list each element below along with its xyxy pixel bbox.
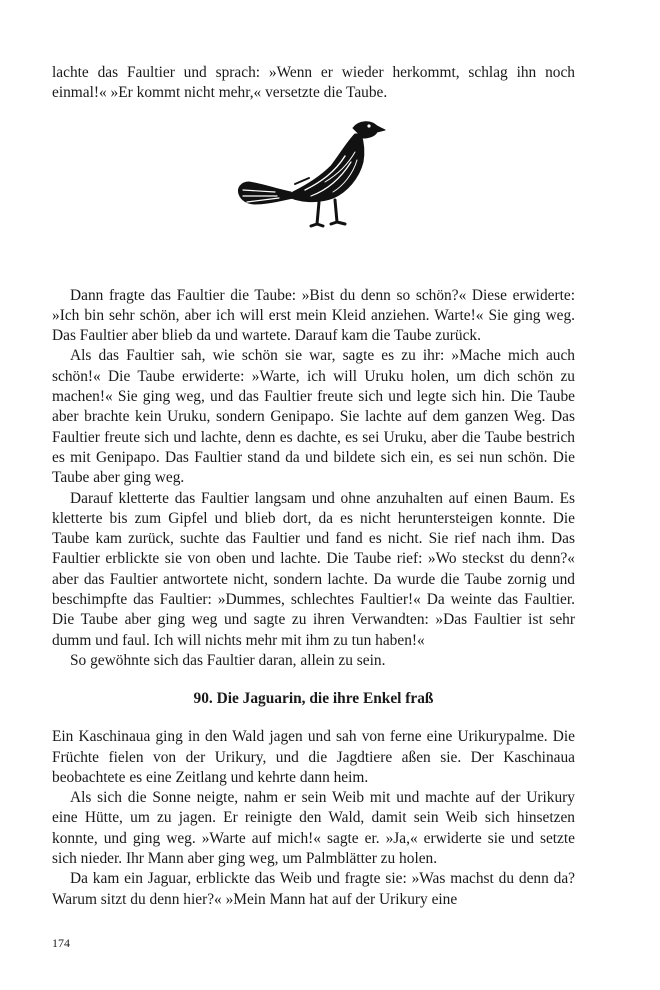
page-number: 174 — [52, 936, 70, 950]
section-paragraph: Als sich die Sonne neigte, nahm er sein Weib mit und machte auf der Urikury eine Hütte, um zu jagen. Er reinigte den Wald, damit sein Weib sich hinsetzen konnte, und ging weg. »Warte auf mich!« sagte er. »Ja,« erwiderte sie und setzte sich nieder. Ihr Mann aber ging weg, um Palmblätter zu holen. — [52, 789, 575, 868]
page-body — [52, 63, 575, 910]
section-paragraph: Ein Kaschinaua ging in den Wald jagen und sah von ferne eine Urikurypalme. Die Früchte fielen von der Urikury, und die Jagdtiere aßen sie. Der Kaschinaua beobachtete es eine Zeitlang und kehrte dann heim. — [52, 728, 575, 786]
pigeon-drawing-icon — [235, 112, 395, 232]
story-paragraph: Dann fragte das Faultier die Taube: »Bist du denn so schön?« Diese erwiderte: »Ich bin sehr schön, aber ich will erst mein Kleid anziehen. Warte!« Sie ging weg. Das Faultier aber blieb da und wartete. Darauf kam die Taube zurück. — [52, 286, 575, 345]
story-paragraph: Als das Faultier sah, wie schön sie war, sagte es zu ihr: »Mache mich auch schön!« Die Taube erwiderte: »Warte, ich will Uruku holen, um dich schön zu machen!« Sie ging weg, und das Faultier freute sich und legte sich hin. Die Taube aber brachte kein Uruku, sondern Genipapo. Sie lachte auf dem ganzen Weg. Das Faultier freute sich und lachte, denn es dachte, es sei Uruku, aber die Taube bestrich es mit Genipapo. Das Faultier stand da und bildete sich ein, es sei nun schön. Die Taube aber ging weg. — [52, 347, 575, 487]
story-paragraph: Darauf kletterte das Faultier langsam und ohne anzuhalten auf einen Baum. Es kletterte bis zum Gipfel und blieb dort, da es nicht heruntersteigen konnte. Die Taube kam zurück, suchte das Faultier und fand es nicht. Sie rief nach ihm. Das Faultier erblickte sie von oben und lachte. Die Taube rief: »Wo steckst du denn?« aber das Faultier antwortete nicht, sondern lachte. Da wurde die Taube zornig und beschimpfte das Faultier: »Dummes, schlechtes Faultier!« Da weinte das Faultier. Die Taube aber ging weg und sagte zu ihren Verwandten: »Das Faultier ist sehr dumm und faul. Ich will nichts mehr mit ihm zu tun haben!« — [52, 489, 575, 649]
story-paragraph: So gewöhnte sich das Faultier daran, allein zu sein. — [70, 651, 386, 669]
section-heading: 90. Die Jaguarin, die ihre Enkel fraß — [193, 690, 434, 708]
illustration — [52, 104, 575, 286]
section-paragraph: Da kam ein Jaguar, erblickte das Weib und fragte sie: »Was machst du denn da? Warum sitzt du denn hier?« »Mein Mann hat auf der Urikury eine — [52, 870, 575, 908]
paragraph-continuation: lachte das Faultier und sprach: »Wenn er wieder herkommt, schlag ihn noch einmal!« »Er kommt nicht mehr,« versetzte die Taube. — [52, 64, 575, 102]
